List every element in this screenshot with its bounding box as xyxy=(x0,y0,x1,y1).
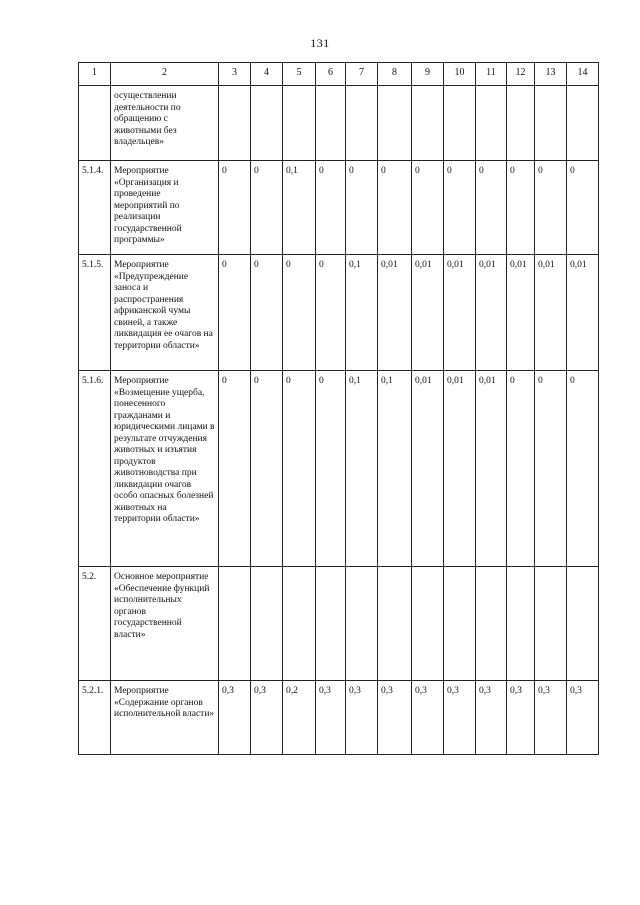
row-value xyxy=(412,86,444,161)
table-row xyxy=(79,567,599,681)
row-value xyxy=(378,567,412,681)
row-value: 0,3 xyxy=(412,681,444,755)
row-value: 0 xyxy=(535,161,567,255)
row-value: 0 xyxy=(378,161,412,255)
row-value: 0,3 xyxy=(507,681,535,755)
row-code: 5.2. xyxy=(79,567,111,681)
row-value: 0 xyxy=(316,255,346,371)
row-value: 0,2 xyxy=(283,681,316,755)
row-value xyxy=(219,86,251,161)
row-value: 0 xyxy=(476,161,507,255)
row-value: 0 xyxy=(507,371,535,567)
row-value: 0,3 xyxy=(251,681,283,755)
row-code: 5.1.5. xyxy=(79,255,111,371)
row-value: 0 xyxy=(283,255,316,371)
page-number: 131 xyxy=(310,36,330,50)
row-value xyxy=(346,86,378,161)
row-value xyxy=(346,567,378,681)
column-header: 7 xyxy=(346,63,378,86)
row-value: 0,01 xyxy=(507,255,535,371)
row-value: 0,01 xyxy=(378,255,412,371)
column-header: 14 xyxy=(567,63,599,86)
row-value: 0 xyxy=(251,161,283,255)
row-value: 0,3 xyxy=(476,681,507,755)
table-row xyxy=(79,161,599,255)
column-header: 13 xyxy=(535,63,567,86)
row-value: 0,01 xyxy=(567,255,599,371)
table-row xyxy=(79,371,599,567)
row-value: 0 xyxy=(251,255,283,371)
row-value xyxy=(567,567,599,681)
row-value xyxy=(316,86,346,161)
column-header: 6 xyxy=(316,63,346,86)
row-value xyxy=(535,567,567,681)
row-value xyxy=(507,567,535,681)
row-value xyxy=(378,86,412,161)
row-value: 0,01 xyxy=(412,255,444,371)
row-value: 0,01 xyxy=(444,371,476,567)
row-name: осуществлении деятельности по обращению с животными без владельцев» xyxy=(111,86,219,161)
row-value: 0,01 xyxy=(476,371,507,567)
row-value xyxy=(535,86,567,161)
row-value: 0 xyxy=(346,161,378,255)
row-value: 0 xyxy=(567,161,599,255)
row-code: 5.1.4. xyxy=(79,161,111,255)
row-code: 5.1.6. xyxy=(79,371,111,567)
row-value: 0 xyxy=(567,371,599,567)
row-value: 0,1 xyxy=(346,371,378,567)
table-row xyxy=(79,86,599,161)
row-value: 0 xyxy=(283,371,316,567)
row-name: Мероприятие «Содержание органов исполнительной власти» xyxy=(111,681,219,755)
row-code xyxy=(79,86,111,161)
column-header: 1 xyxy=(79,63,111,86)
header-row xyxy=(79,63,599,86)
row-value: 0 xyxy=(316,161,346,255)
program-table xyxy=(78,62,599,755)
table-row xyxy=(79,255,599,371)
column-header: 9 xyxy=(412,63,444,86)
row-value: 0,1 xyxy=(283,161,316,255)
column-header: 10 xyxy=(444,63,476,86)
row-value xyxy=(412,567,444,681)
row-value: 0 xyxy=(412,161,444,255)
row-value: 0,1 xyxy=(378,371,412,567)
column-header: 3 xyxy=(219,63,251,86)
row-value: 0,3 xyxy=(378,681,412,755)
row-value: 0 xyxy=(251,371,283,567)
row-value: 0 xyxy=(444,161,476,255)
row-value: 0,3 xyxy=(444,681,476,755)
column-header: 11 xyxy=(476,63,507,86)
table-row xyxy=(79,681,599,755)
row-value xyxy=(219,567,251,681)
row-value: 0 xyxy=(219,371,251,567)
row-value: 0,01 xyxy=(476,255,507,371)
row-value: 0 xyxy=(219,161,251,255)
row-value xyxy=(567,86,599,161)
row-value: 0 xyxy=(535,371,567,567)
row-value: 0 xyxy=(507,161,535,255)
row-value: 0 xyxy=(316,371,346,567)
row-name: Основное мероприятие «Обеспечение функций исполнительных органов государственной власти» xyxy=(111,567,219,681)
column-header: 12 xyxy=(507,63,535,86)
column-header: 5 xyxy=(283,63,316,86)
row-value: 0,01 xyxy=(535,255,567,371)
row-value xyxy=(444,567,476,681)
row-value xyxy=(283,567,316,681)
row-value xyxy=(476,86,507,161)
row-value: 0,01 xyxy=(412,371,444,567)
column-header: 2 xyxy=(111,63,219,86)
row-value xyxy=(476,567,507,681)
row-value: 0,3 xyxy=(535,681,567,755)
row-value: 0 xyxy=(219,255,251,371)
row-name: Мероприятие «Предупреждение заноса и распространения африканской чумы свиней, а также ликвидация ее очагов на территории области» xyxy=(111,255,219,371)
row-value xyxy=(444,86,476,161)
column-header: 4 xyxy=(251,63,283,86)
row-value xyxy=(251,86,283,161)
row-value xyxy=(316,567,346,681)
row-value: 0,1 xyxy=(346,255,378,371)
row-name: Мероприятие «Организация и проведение мероприятий по реализации государственной программы» xyxy=(111,161,219,255)
row-value: 0,01 xyxy=(444,255,476,371)
row-value: 0,3 xyxy=(346,681,378,755)
row-value: 0,3 xyxy=(316,681,346,755)
row-value: 0,3 xyxy=(567,681,599,755)
row-name: Мероприятие «Возмещение ущерба, понесенного гражданами и юридическими лицами в результате отчуждения животных и изъятия продуктов животноводства при ликвидации очагов особо опасных болезней животных на территории области» xyxy=(111,371,219,567)
row-value xyxy=(283,86,316,161)
row-value xyxy=(507,86,535,161)
column-header: 8 xyxy=(378,63,412,86)
row-value: 0,3 xyxy=(219,681,251,755)
row-code: 5.2.1. xyxy=(79,681,111,755)
row-value xyxy=(251,567,283,681)
